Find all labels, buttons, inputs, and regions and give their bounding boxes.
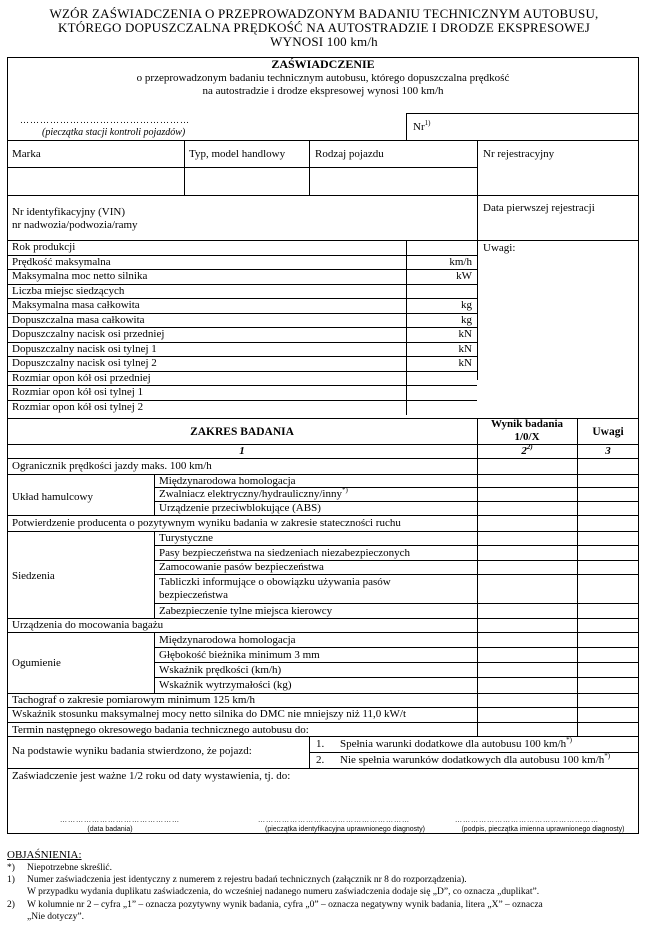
divider [7, 356, 477, 357]
parameter-unit: kN [458, 357, 472, 369]
divider [154, 474, 155, 515]
note-1-mark: *) [7, 863, 15, 873]
divider [7, 327, 477, 328]
signature-podpis: (podpis, pieczątka imienna uprawnionego diagnosty) [461, 826, 625, 833]
row-ogu-homologacja: Międzynarodowa homologacja [159, 634, 296, 646]
divider [406, 113, 407, 140]
row-ogumienie: Ogumienie [12, 657, 61, 669]
certificate-subtitle-1: o przeprowadzonym badaniu technicznym autobusu, którego dopuszczalna prędkość [136, 72, 510, 84]
parameter-label: Liczba miejsc siedzących [12, 284, 125, 297]
marka-label: Marka [12, 148, 41, 160]
row-ogranicznik: Ogranicznik prędkości jazdy maks. 100 km/h [12, 460, 212, 472]
divider [7, 385, 477, 386]
divider [7, 167, 477, 168]
divider [154, 545, 477, 546]
divider [477, 574, 639, 575]
parameter-label: Dopuszczalny nacisk osi tylnej 1 [12, 342, 157, 355]
row-potwierdzenie: Potwierdzenie producenta o pozytywnym wyniku badania w zakresie stateczności ruchu [12, 517, 401, 529]
divider [577, 458, 578, 736]
option-2-number: 2. [316, 754, 325, 766]
divider [477, 560, 639, 561]
data-rejestracji-label: Data pierwszej rejestracji [483, 202, 595, 214]
parameter-unit: kN [458, 328, 472, 340]
row-siedzenia: Siedzenia [12, 570, 55, 582]
divider [154, 574, 477, 575]
parameter-label: Dopuszczalny nacisk osi przedniej [12, 328, 165, 340]
row-ogu-predkosc: Wskaźnik prędkości (km/h) [159, 664, 282, 676]
column-number-2: 2$^{2)}$ [521, 443, 533, 457]
parameter-label: Rok produkcji [12, 241, 76, 253]
row-ham-abs: Urządzenie przeciwblokujące (ABS) [159, 502, 321, 514]
parameter-label: Prędkość maksymalna [12, 255, 111, 268]
divider [477, 662, 639, 663]
divider [477, 474, 639, 475]
divider [7, 269, 477, 270]
divider [7, 400, 477, 401]
divider [477, 707, 639, 708]
parameter-label: Rozmiar opon kół osi tylnej 1 [12, 386, 144, 398]
divider [7, 458, 639, 459]
parameter-unit: km/h [449, 255, 472, 268]
row-sie-pasy: Pasy bezpieczeństwa na siedzeniach niezabezpieczonych [159, 547, 411, 559]
uwagi-label: Uwagi: [483, 242, 516, 254]
row-sie-turystyczne: Turystyczne [159, 532, 213, 544]
note-1: Niepotrzebne skreślić. [27, 863, 112, 873]
parameter-label: Maksymalna moc netto silnika [12, 270, 148, 282]
divider [7, 342, 477, 343]
option-1-spelnia[interactable]: Spełnia warunki dodatkowe dla autobusu 100 km/h*) [340, 736, 572, 750]
row-sie-zamocowanie: Zamocowanie pasów bezpieczeństwa [159, 561, 324, 573]
divider [477, 677, 639, 678]
row-sie-zabezpieczenie: Zabezpieczenie tylne miejsca kierowcy [159, 605, 333, 617]
row-uklad-hamulcowy: Układ hamulcowy [12, 491, 93, 503]
note-3a: W kolumnie nr 2 – cyfra „1” – oznacza pozytywny wynik badania, cyfra „0” – oznacza negatywny wynik badania, litera „X” – oznacza [27, 900, 543, 910]
signature-pieczatka: (pieczątka identyfikacyjna uprawnionego diagnosty) [265, 826, 425, 833]
divider [477, 515, 639, 516]
vin-label: Nr identyfikacyjny (VIN) [12, 206, 126, 218]
uwagi-header: Uwagi [592, 426, 624, 438]
row-bagaz: Urządzenia do mocowania bagażu [12, 619, 164, 631]
option-2-nie-spelnia[interactable]: Nie spełnia warunków dodatkowych dla autobusu 100 km/h*) [340, 752, 611, 766]
divider [7, 140, 639, 141]
divider [154, 677, 477, 678]
divider [7, 768, 639, 769]
divider [477, 722, 639, 723]
document-title [0, 0, 648, 49]
row-ogu-bieznik: Głębokość bieżnika minimum 3 mm [159, 649, 320, 661]
row-stwierdzono: Na podstawie wyniku badania stwierdzono, że pojazd: [12, 745, 252, 757]
divider [7, 371, 477, 372]
divider [309, 752, 639, 753]
column-number-1: 1 [239, 445, 245, 457]
zakres-badania-header: ZAKRES BADANIA [190, 426, 294, 438]
row-ogu-wytrzymalosc: Wskaźnik wytrzymałości (kg) [159, 679, 292, 691]
note-3-mark: 2) [7, 900, 15, 910]
signature-dots-3: ……………………………………………… [455, 816, 599, 824]
option-1-number: 1. [316, 738, 325, 750]
typ-label: Typ, model handlowy [189, 148, 286, 160]
divider [7, 722, 477, 723]
note-2a: Numer zaświadczenia jest identyczny z numerem z rejestru badań technicznych (załącznik nr 8 do rozporządzenia). [27, 875, 467, 885]
parameter-label: Rozmiar opon kół osi tylnej 2 [12, 400, 144, 413]
stamp-dots: …………………………………………… [20, 115, 190, 125]
divider [7, 298, 477, 299]
divider [477, 487, 639, 488]
divider [7, 240, 639, 241]
note-2b: W przypadku wydania duplikatu zaświadczenia, do wcześniej nadanego numeru zaświadczenia dodaje się „D”, co oznacza „duplikat”. [27, 887, 540, 897]
title-line-3: WYNOSI 100 km/h [270, 34, 378, 49]
certificate-number-label: Nr$^{1)}$ [413, 119, 431, 133]
divider [7, 632, 477, 633]
divider [7, 284, 477, 285]
divider [477, 603, 639, 604]
parameter-label: Dopuszczalny nacisk osi tylnej 2 [12, 357, 157, 369]
divider [406, 113, 639, 114]
divider [7, 195, 639, 196]
divider [477, 693, 639, 694]
divider [477, 458, 478, 736]
parameter-label: Maksymalna masa całkowita [12, 299, 140, 311]
row-wskaznik: Wskaźnik stosunku maksymalnej mocy netto silnika do DMC nie mniejszy niż 11,0 kW/t [12, 708, 407, 720]
certificate-heading: ZAŚWIADCZENIE [271, 57, 375, 71]
row-termin: Termin następnego okresowego badania technicznego autobusu do: [12, 724, 309, 736]
signature-data-badania: (data badania) [87, 826, 133, 833]
divider [477, 501, 639, 502]
divider [477, 632, 639, 633]
nr-rejestracyjny-label: Nr rejestracyjny [483, 148, 555, 160]
divider [154, 662, 477, 663]
parameter-unit: kW [456, 270, 472, 282]
row-wazne: Zaświadczenie jest ważne 1/2 roku od daty wystawienia, tj. do: [12, 770, 291, 782]
row-ham-zwalniacz: Zwalniacz elektryczny/hydrauliczny/inny*) [159, 486, 348, 500]
parameter-label: Dopuszczalna masa całkowita [12, 313, 145, 326]
row-tachograf: Tachograf o zakresie pomiarowym minimum 125 km/h [12, 694, 256, 706]
divider [7, 736, 639, 737]
wynik-badania-header: Wynik badania 1/0/X [490, 418, 564, 443]
rodzaj-label: Rodzaj pojazdu [315, 148, 384, 160]
divider [7, 313, 477, 314]
row-sie-tabliczki: Tabliczki informujące o obowiązku używania pasów bezpieczeństwa [159, 576, 391, 601]
column-number-3: 3 [605, 445, 611, 457]
divider [154, 603, 477, 604]
note-3b: „Nie dotyczy”. [27, 912, 84, 922]
divider [477, 618, 639, 619]
signature-dots-1: ……………………………………… [60, 816, 180, 824]
divider [477, 531, 639, 532]
divider [7, 255, 477, 256]
signature-dots-2: ………………………………………………… [258, 816, 410, 824]
title-line-2: KTÓREGO DOPUSZCZALNA PRĘDKOŚĆ NA AUTOSTRADZIE I DRODZE EKSPRESOWEJ [58, 20, 590, 35]
divider [477, 140, 478, 380]
divider [154, 647, 477, 648]
parameter-label: Rozmiar opon kół osi przedniej [12, 371, 151, 384]
stamp-label: (pieczątka stacji kontroli pojazdów) [42, 127, 186, 138]
divider [7, 515, 477, 516]
divider [7, 531, 477, 532]
certificate-subtitle-2: na autostradzie i drodze ekspresowej wynosi 100 km/h [202, 85, 444, 97]
title-line-1: WZÓR ZAŚWIADCZENIA O PRZEPROWADZONYM BADANIU TECHNICZNYM AUTOBUSU, [49, 6, 599, 21]
vin-sub-label: nr nadwozia/podwozia/ramy [12, 219, 138, 231]
parameter-unit: kN [458, 342, 472, 355]
row-ham-homologacja: Międzynarodowa homologacja [159, 475, 296, 487]
divider [477, 545, 639, 546]
parameter-unit: kg [461, 299, 472, 311]
notes-heading: OBJAŚNIENIA: [7, 849, 82, 861]
divider [477, 647, 639, 648]
parameter-unit: kg [461, 313, 472, 326]
note-2-mark: 1) [7, 875, 15, 885]
